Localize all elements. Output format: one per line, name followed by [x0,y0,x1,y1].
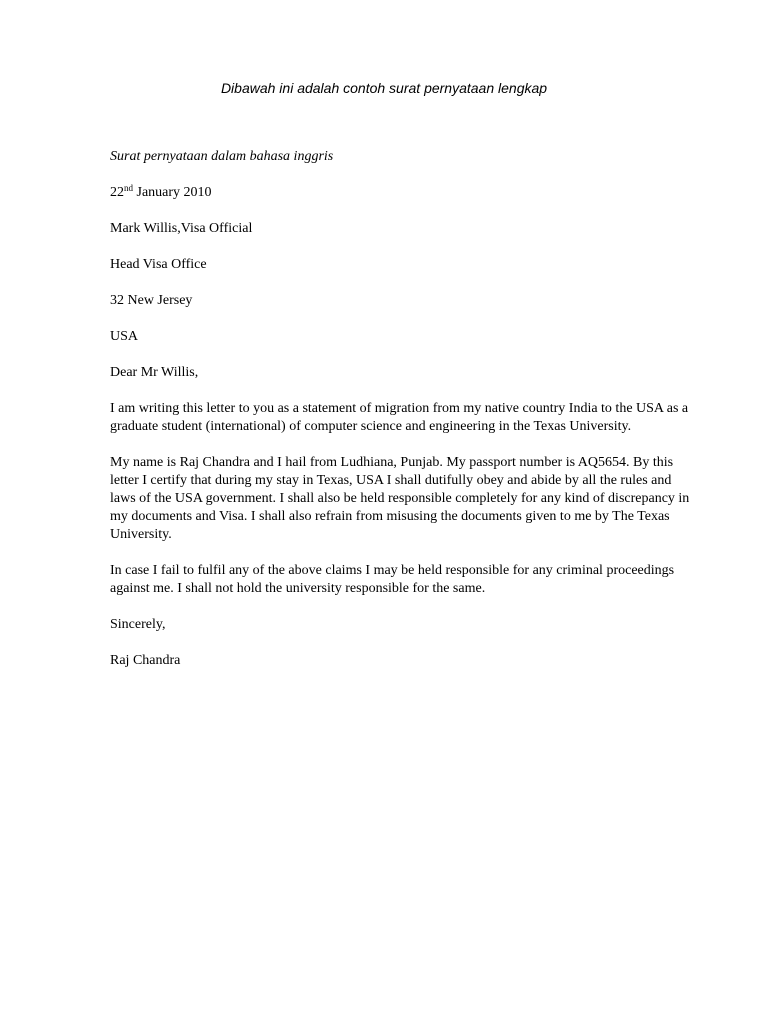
date-rest: January 2010 [133,185,212,200]
letter-paragraph: I am writing this letter to you as a statement of migration from my native country India to the USA as a graduate student (international) of computer science and engineering in the Texas University. [110,401,689,434]
letter-paragraph: My name is Raj Chandra and I hail from Ludhiana, Punjab. My passport number is AQ5654. By this letter I certify that during my stay in Texas, USA I shall dutifully obey and abide by all the rules and laws of the USA government. I shall also be held responsible completely for any kind of discrepancy in my documents and Visa. I shall also refrain from misusing the documents given to me by The Texas University. [110,455,690,542]
recipient-country: USA [110,329,139,344]
letter-subtitle: Surat pernyataan dalam bahasa inggris [110,149,334,164]
letter-date [110,184,700,202]
recipient-office: Head Visa Office [110,257,207,272]
letter-closing: Sincerely, [110,617,166,632]
date-suffix: nd [124,183,133,193]
letter-salutation: Dear Mr Willis, [110,365,199,380]
letter-body [110,148,700,688]
document-heading: Dibawah ini adalah contoh surat pernyataan lengkap [220,80,548,96]
letter-paragraph: In case I fail to fulfil any of the above claims I may be held responsible for any criminal proceedings against me. I shall not hold the university responsible for the same. [110,563,675,596]
recipient-name: Mark Willis,Visa Official [110,221,253,236]
letter-signature: Raj Chandra [110,653,181,668]
recipient-address: 32 New Jersey [110,293,193,308]
date-day: 22 [110,185,124,200]
